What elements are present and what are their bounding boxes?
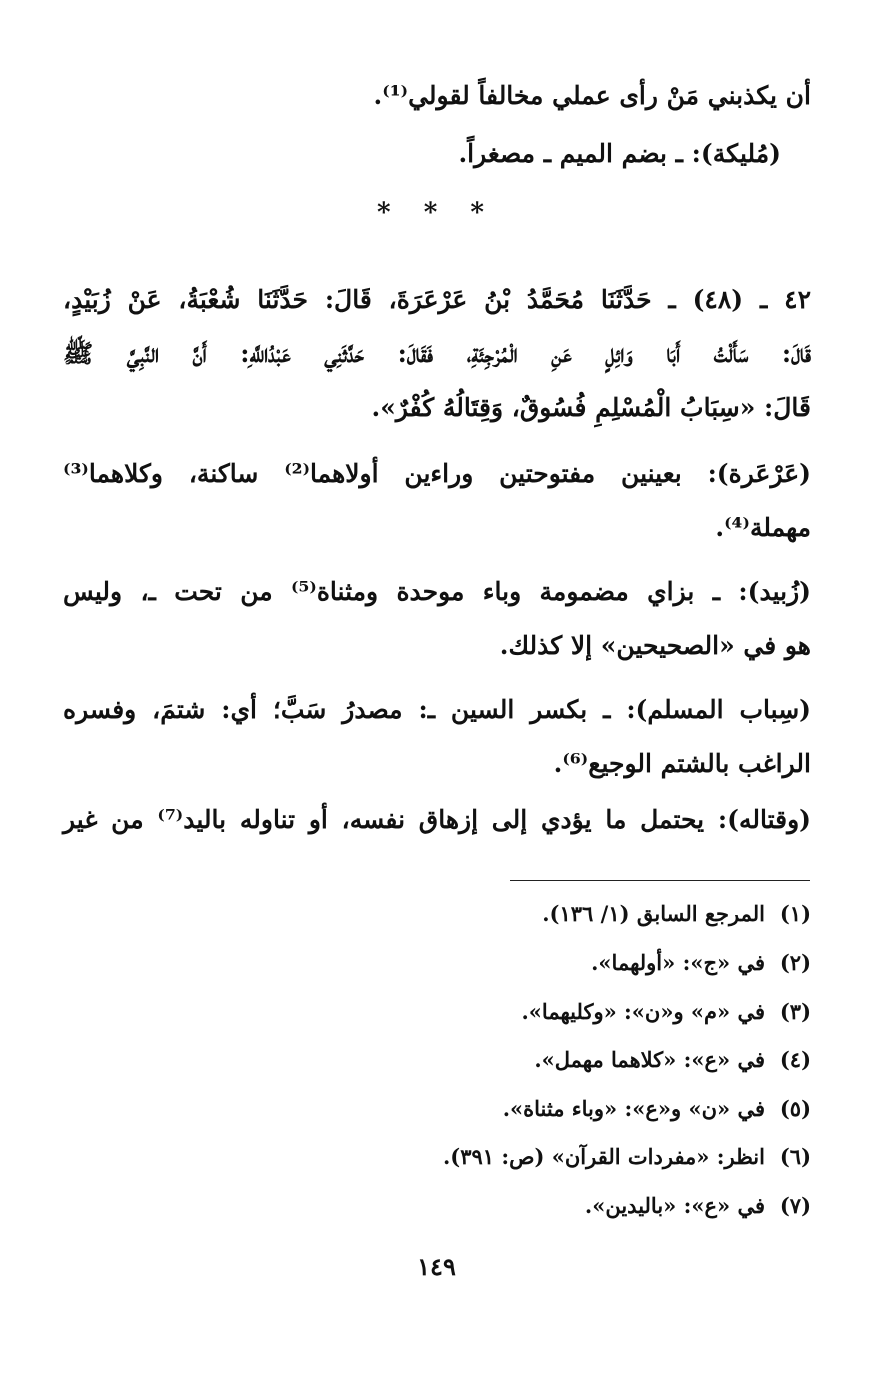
footnote-number: (٣) <box>779 999 811 1024</box>
footnote-divider <box>510 880 810 881</box>
commentary-line: (زُبيد): ـ بزاي مضمومة وباء موحدة ومثناة⁽⁵⁾ من تحت ـ، وليس <box>63 577 811 606</box>
footnote <box>111 1043 811 1077</box>
footnote <box>111 946 811 980</box>
commentary-line: مهملة⁽⁴⁾. <box>715 513 811 542</box>
footnote <box>111 995 811 1029</box>
commentary-line: (وقتاله): يحتمل ما يؤدي إلى إزهاق نفسه، أو تناوله باليد⁽⁷⁾ من غير <box>63 805 811 834</box>
page-number: ١٤٩ <box>417 1252 456 1281</box>
hadith-line: ٤٢ ـ (٤٨) ـ حَدَّثَنَا مُحَمَّدُ بْنُ عَرْعَرَةَ، قَالَ: حَدَّثَنَا شُعْبَةُ، عَنْ زُبَيْدٍ، <box>63 285 811 314</box>
commentary-line: (عَرْعَرة): بعينين مفتوحتين وراءين أولاهما⁽²⁾ ساكنة، وكلاهما⁽³⁾ <box>63 459 811 488</box>
footnote-text: في «ع»: «كلاهما مهمل». <box>534 1047 765 1072</box>
footnote <box>111 1092 811 1126</box>
footnote-text: انظر: «مفردات القرآن» (ص: ٣٩١). <box>442 1144 765 1169</box>
footnote-text: في «م» و«ن»: «وكليهما». <box>521 999 765 1024</box>
footnote <box>111 897 811 931</box>
footnote-number: (٦) <box>779 1144 811 1169</box>
commentary-line: هو في «الصحيحين» إلا كذلك. <box>499 631 811 660</box>
commentary-line: (سِباب المسلم): ـ بكسر السين ـ: مصدرُ سَبَّ؛ أي: شتمَ، وفسره <box>63 695 811 724</box>
footnote-number: (١) <box>779 901 811 926</box>
hadith-line: قَالَ: «سِبَابُ الْمُسْلِمِ فُسُوقٌ، وَقِتَالُهُ كُفْرٌ». <box>371 393 811 422</box>
footnote-text: في «ن» و«ع»: «وباء مثناة». <box>502 1096 765 1121</box>
text-line: أن يكذبني مَنْ رأى عملي مخالفاً لقولي⁽¹⁾. <box>373 81 811 110</box>
text-line: (مُليكة): ـ بضم الميم ـ مصغراً. <box>458 139 781 168</box>
footnote-number: (٥) <box>779 1096 811 1121</box>
footnote-text: المرجع السابق (١/ ١٣٦). <box>542 901 765 926</box>
footnote-text: في «ع»: «باليدين». <box>584 1193 765 1218</box>
footnote <box>111 1189 811 1223</box>
footnote-number: (٤) <box>779 1047 811 1072</box>
hadith-line: قَالَ: سَأَلْتُ أَبَا وَائِلٍ عَنِ الْمُرْجِئَةِ، فَقَالَ: حَدَّثَنِي عَبْدُاللَّهِ: أَنَّ النَّبِيَّ ﷺ <box>63 339 811 368</box>
footnote-number: (٢) <box>779 950 811 975</box>
section-separator: * * * <box>377 198 496 228</box>
footnote-text: في «ج»: «أولهما». <box>591 950 765 975</box>
footnote-number: (٧) <box>779 1193 811 1218</box>
commentary-line: الراغب بالشتم الوجيع⁽⁶⁾. <box>553 749 811 778</box>
footnote <box>111 1140 811 1174</box>
